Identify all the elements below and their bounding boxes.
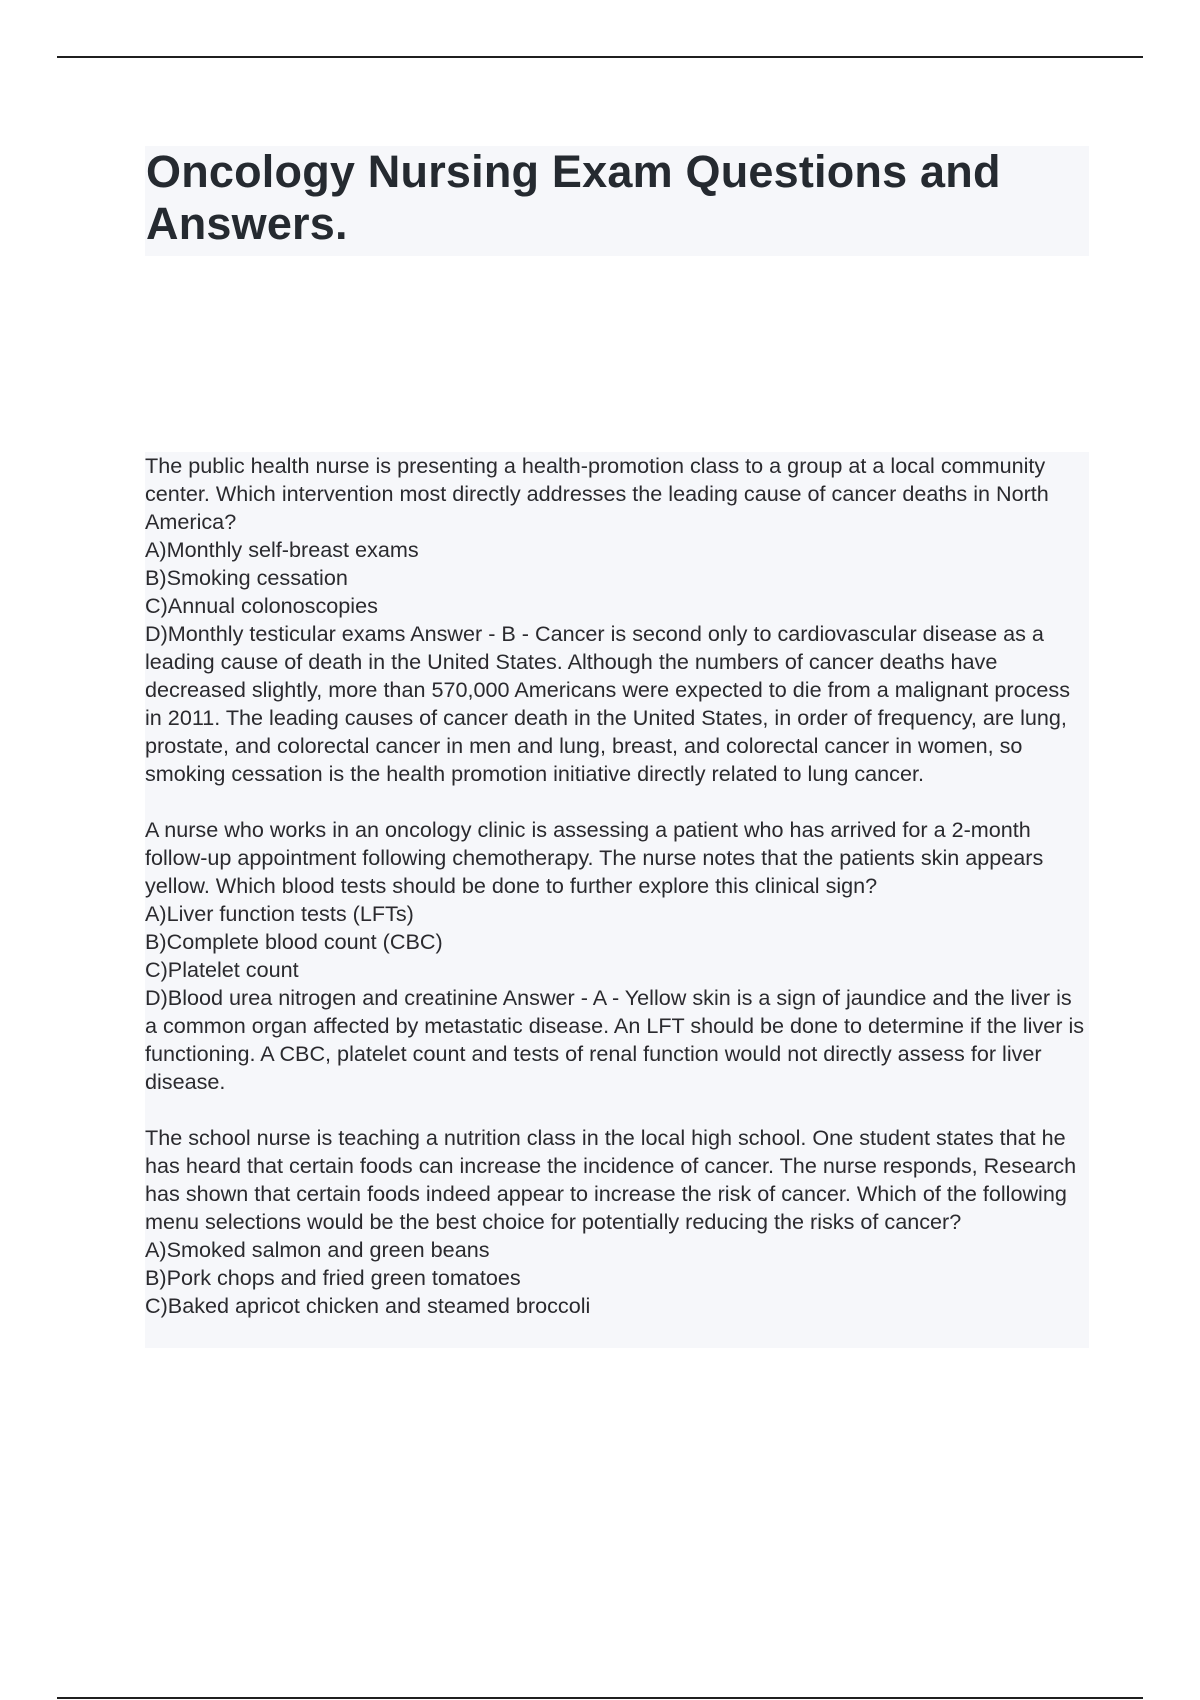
answer-option-with-rationale: D)Blood urea nitrogen and creatinine Answer - A - Yellow skin is a sign of jaundice and the liver is a common organ affected by metastatic disease. An LFT should be done to determine if the liver is functioning. A CBC, platelet count and tests of renal function would not directly assess for liver disease. bbox=[145, 985, 1091, 1094]
answer-option: C)Annual colonoscopies bbox=[145, 593, 378, 618]
answer-option-with-rationale: D)Monthly testicular exams Answer - B - Cancer is second only to cardiovascular disease as a leading cause of death in the United States. Although the numbers of cancer deaths have decreased slightly, more than 570,000 Americans were expected to die from a malignant process in 2011. The leading causes of cancer death in the United States, in order of frequency, are lung, prostate, and colorectal cancer in men and lung, breast, and colorectal cancer in women, so smoking cessation is the health promotion initiative directly related to lung cancer. bbox=[145, 621, 1077, 786]
question-stem: A nurse who works in an oncology clinic is assessing a patient who has arrived for a 2-month follow-up appointment following chemotherapy. The nurse notes that the patients skin appears yellow. Which blood tests should be done to further explore this clinical sign? bbox=[145, 817, 1050, 898]
top-rule bbox=[57, 56, 1143, 58]
answer-option: C)Platelet count bbox=[145, 957, 299, 982]
answer-option: A)Liver function tests (LFTs) bbox=[145, 901, 414, 926]
answer-option: B)Complete blood count (CBC) bbox=[145, 929, 443, 954]
question-1 bbox=[145, 452, 1089, 788]
question-stem: The public health nurse is presenting a health-promotion class to a group at a local community center. Which intervention most directly addresses the leading cause of cancer deaths in North America? bbox=[145, 453, 1054, 534]
document-body bbox=[145, 452, 1089, 1348]
document-title: Oncology Nursing Exam Questions and Answers. bbox=[146, 146, 1001, 249]
question-stem: The school nurse is teaching a nutrition class in the local high school. One student states that he has heard that certain foods can increase the incidence of cancer. The nurse responds, Research has shown that certain foods indeed appear to increase the risk of cancer. Which of the following menu selections would be the best choice for potentially reducing the risks of cancer? bbox=[145, 1125, 1083, 1234]
answer-option: A)Monthly self-breast exams bbox=[145, 537, 419, 562]
trailing-space bbox=[145, 1320, 1089, 1348]
question-2 bbox=[145, 816, 1089, 1096]
answer-option: B)Smoking cessation bbox=[145, 565, 348, 590]
answer-option: A)Smoked salmon and green beans bbox=[145, 1237, 490, 1262]
question-3 bbox=[145, 1124, 1089, 1320]
bottom-rule bbox=[57, 1697, 1143, 1699]
answer-option: C)Baked apricot chicken and steamed broccoli bbox=[145, 1293, 591, 1318]
title-block bbox=[145, 146, 1089, 256]
answer-option: B)Pork chops and fried green tomatoes bbox=[145, 1265, 521, 1290]
